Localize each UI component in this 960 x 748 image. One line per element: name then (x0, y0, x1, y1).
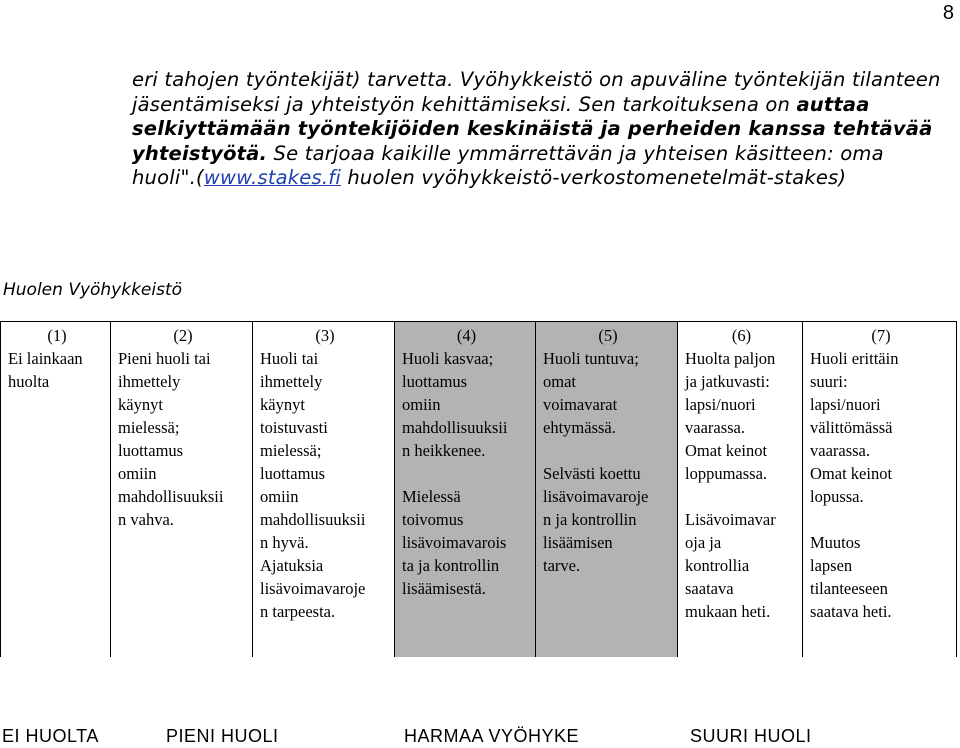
zone-description: Pieni huoli tai ihmettely käynyt mielessä; luottamus omiin mahdollisuuksii n vahva. (118, 349, 224, 529)
zone-number: (2) (173, 326, 193, 345)
zone-description-extra: Lisävoimavar oja ja kontrollia saatava mukaan heti. (685, 510, 776, 621)
scale-label-gray-zone: HARMAA VYÖHYKE (404, 726, 580, 746)
zone-number: (5) (598, 326, 618, 345)
zone-description: Ei lainkaan huolta (8, 349, 83, 391)
stakes-link[interactable]: www.stakes.fi (203, 166, 341, 189)
zone-number: (6) (731, 326, 752, 345)
zone-cell-3 (253, 322, 395, 658)
page-number: 8 (942, 2, 954, 24)
zone-description-extra: Selvästi koettu lisävoimavaroje n ja kontrollin lisäämisen tarve. (543, 464, 649, 575)
intro-text-part2: Se tarjoaa kaikille ymmärrettävän ja yhteisen käsitteen: oma huoli".( (132, 141, 884, 189)
zone-description: Huoli kasvaa; luottamus omiin mahdollisuuksii n heikkenee. (402, 349, 508, 460)
intro-paragraph (132, 68, 952, 191)
intro-text-part1: eri tahojen työntekijät) tarvetta. Vyöhykkeistö on apuväline työntekijän tilanteen jäsentämiseksi ja yhteistyön kehittämiseksi. Sen tarkoituksena on (132, 68, 941, 116)
section-title: Huolen Vyöhykkeistö (3, 280, 183, 300)
scale-label-no-concern: EI HUOLTA (2, 726, 99, 746)
intro-text-part3: huolen vyöhykkeistö-verkostomenetelmät-stakes) (340, 166, 847, 189)
zone-number: (4) (456, 326, 477, 345)
zone-description-extra: Muutos lapsen tilanteeseen saatava heti. (810, 533, 892, 621)
zone-description: Huolta paljon ja jatkuvasti: lapsi/nuori vaarassa. Omat keinot loppumassa. (685, 349, 776, 483)
zone-number: (3) (315, 326, 335, 345)
zone-cell-7 (803, 322, 957, 658)
concern-scale (0, 726, 960, 748)
zone-number: (1) (47, 326, 67, 345)
scale-label-big-concern: SUURI HUOLI (690, 726, 812, 746)
zone-number: (7) (871, 326, 891, 345)
zone-cell-5 (536, 322, 678, 658)
table-row (1, 322, 957, 658)
zone-cell-2 (111, 322, 253, 658)
zone-description: Huoli erittäin suuri: lapsi/nuori välittömässä vaarassa. Omat keinot lopussa. (810, 349, 899, 506)
zone-cell-1 (1, 322, 111, 658)
intro-bold-text: auttaa selkiyttämään työntekijöiden keskinäistä ja perheiden kanssa tehtävää yhteistyötä. (132, 92, 933, 165)
scale-label-small-concern: PIENI HUOLI (166, 726, 279, 746)
zone-cell-4 (395, 322, 536, 658)
zone-description: Huoli tuntuva; omat voimavarat ehtymässä. (543, 349, 639, 437)
concern-zone-table (0, 321, 957, 657)
zone-cell-6 (678, 322, 803, 658)
zone-description: Huoli tai ihmettely käynyt toistuvasti mielessä; luottamus omiin mahdollisuuksii n hyvä. Ajatuksia lisävoimavaroje n tarpeesta. (260, 349, 366, 621)
zone-description-extra: Mielessä toivomus lisävoimavarois ta ja kontrollin lisäämisestä. (402, 487, 507, 598)
